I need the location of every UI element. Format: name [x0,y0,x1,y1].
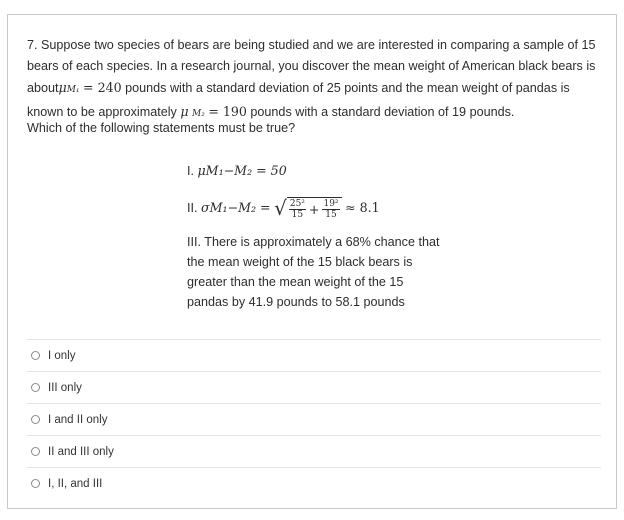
radio-button-icon[interactable] [31,351,40,360]
m2-subscript: M₂ [192,109,205,119]
statement-2-lhs: σM₁−M₂ = [201,199,271,215]
question-part-3: pounds with a standard deviation of 19 pounds. [246,105,515,119]
radicand [287,197,342,220]
option-2[interactable] [27,371,601,403]
question-part-2: pounds with a standard deviation of 25 points and the mean weight of pandas is known to be approximately [27,81,570,119]
question-prompt: Which of the following statements must be true? [27,121,296,135]
option-label: II and III only [48,445,114,458]
option-label: III only [48,381,82,394]
question-part-1: 7. Suppose two species of bears are being studied and we are interested in comparing a sample of 15 bears of each species. In a research journal, you discover the mean weight of American black bears is about [27,38,596,95]
statement-2-result: ≈ 8.1 [345,199,380,215]
statement-1 [187,161,287,181]
fraction-1 [289,199,306,220]
fraction-2-numerator: 19² [323,199,339,209]
mean-1-value: = 240 [83,80,122,95]
option-1[interactable] [27,339,601,371]
square-root [274,197,341,220]
plus-sign: + [308,201,320,217]
radical-sign: √ [274,196,287,220]
radio-button-icon[interactable] [31,415,40,424]
m1-subscript: M₁ [66,85,80,95]
statement-2 [187,197,380,220]
fraction-2-denominator: 15 [325,210,337,220]
statement-1-roman: I. [187,164,194,178]
mu-symbol: μ [58,80,67,95]
option-3[interactable] [27,403,601,435]
answer-options [27,339,601,499]
option-5[interactable] [27,467,601,499]
option-label: I and II only [48,413,108,426]
radio-button-icon[interactable] [31,447,40,456]
option-label: I, II, and III [48,477,103,490]
statement-2-roman: II. [187,200,198,215]
mu-symbol: μ [180,104,189,119]
radio-button-icon[interactable] [31,383,40,392]
fraction-2 [322,199,339,220]
question-card [7,14,617,509]
radio-button-icon[interactable] [31,479,40,488]
option-label: I only [48,349,76,362]
option-4[interactable] [27,435,601,467]
fraction-1-numerator: 25² [289,199,305,209]
fraction-1-denominator: 15 [291,210,304,220]
mean-2-value: = 190 [208,104,247,119]
statement-1-math: μM₁−M₂ = 50 [197,163,287,178]
question-text [27,35,599,125]
statement-3: III. There is approximately a 68% chance that the mean weight of the 15 black bears is greater than the mean weight of the 15 pandas by 41.9 pounds to 58.1 pounds [187,235,440,309]
